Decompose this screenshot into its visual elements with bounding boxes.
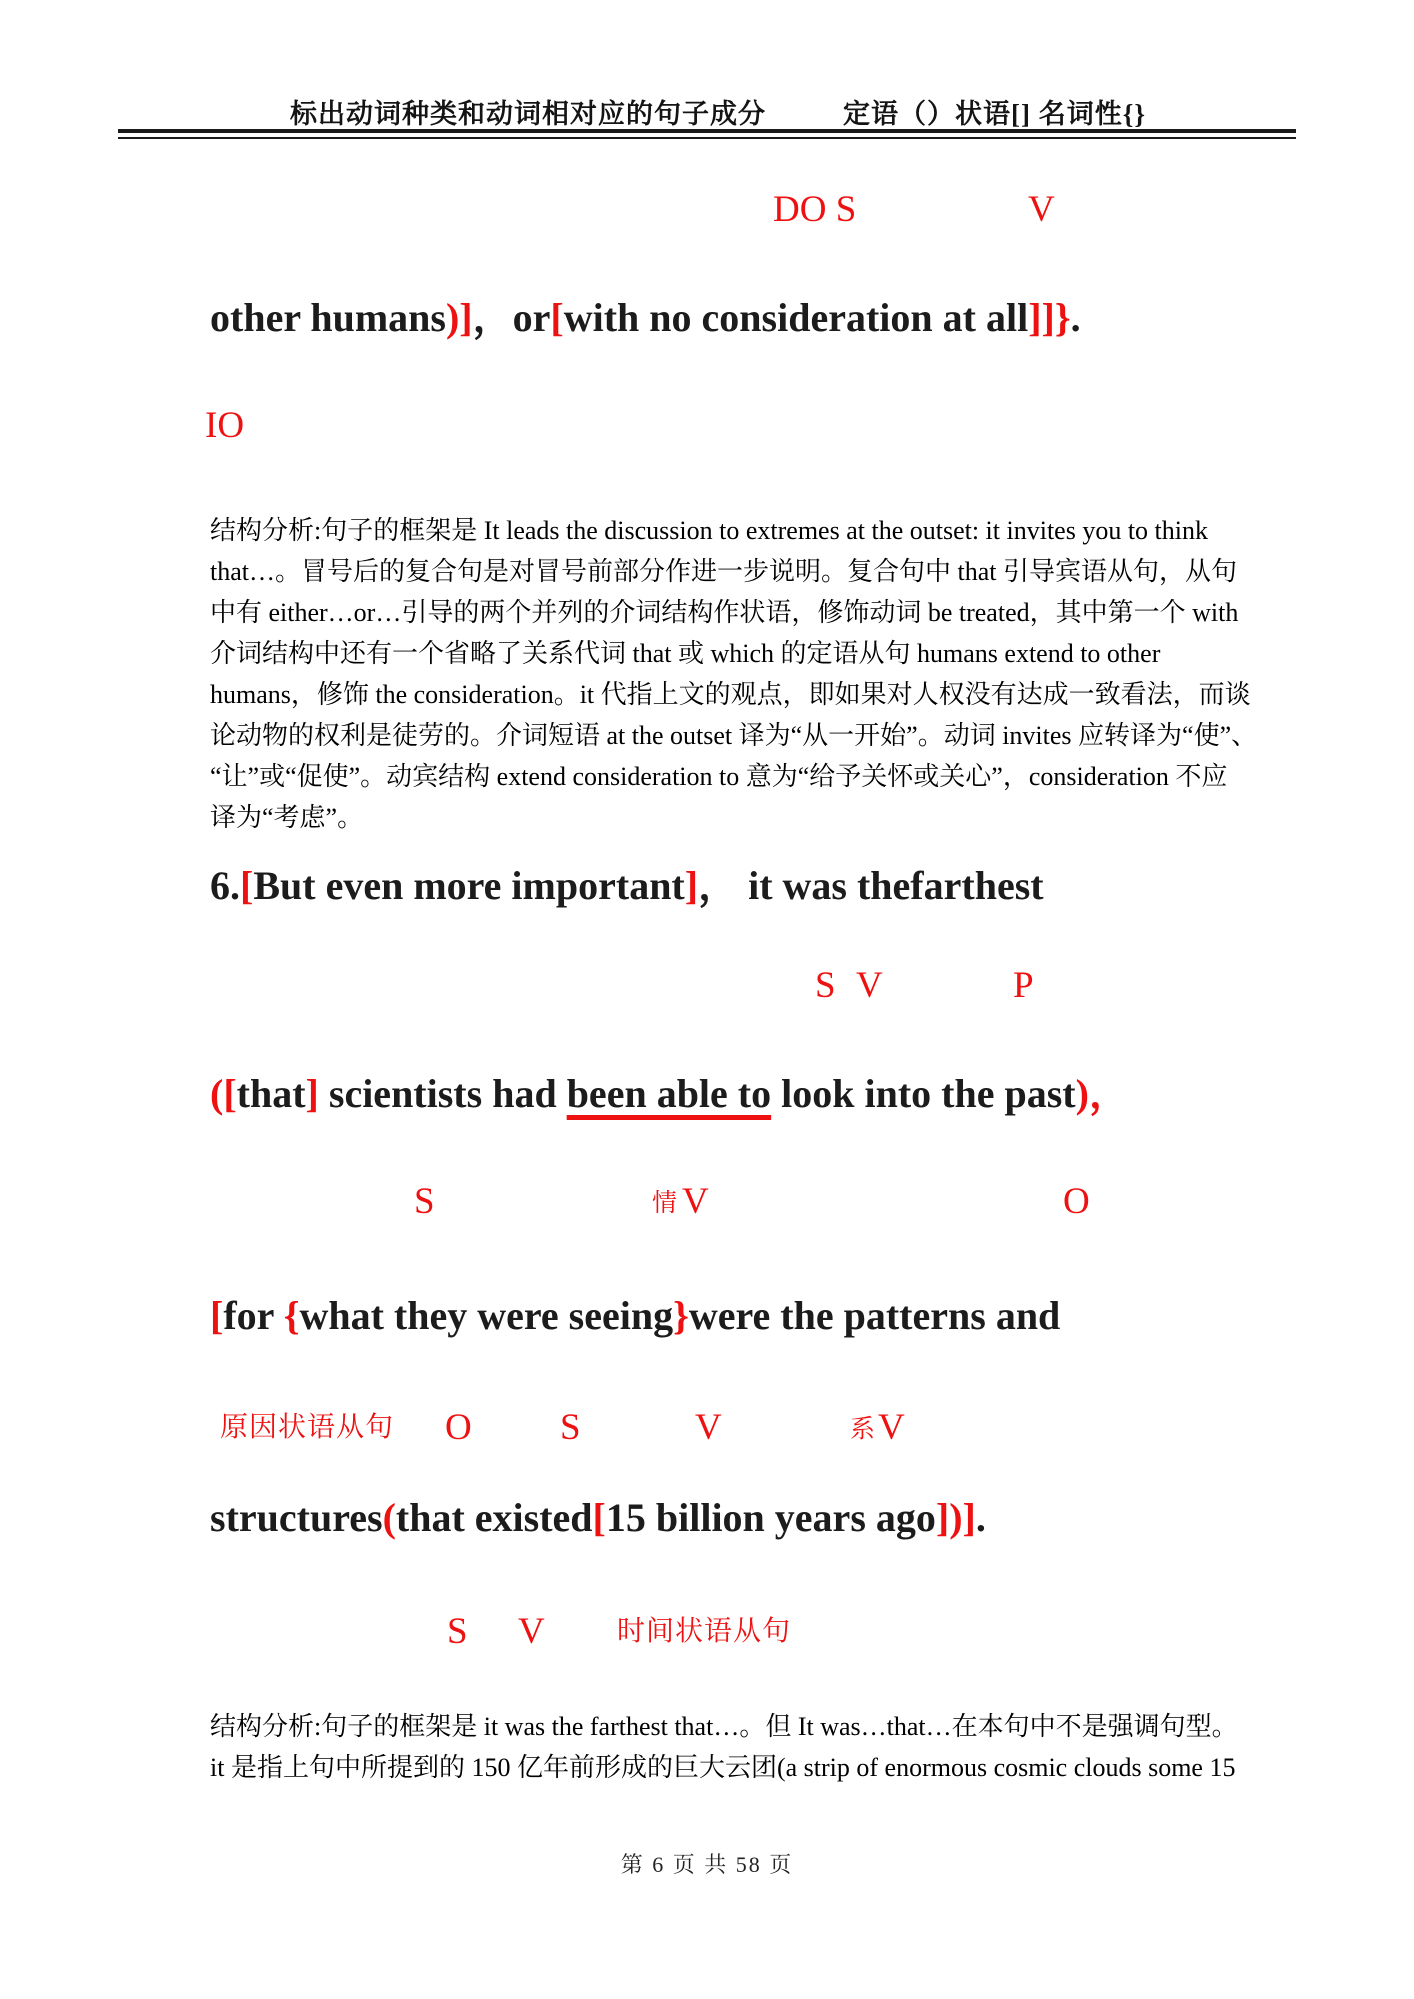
analysis-line: 结构分析:句子的框架是 it was the farthest that…。但 It was…that…在本句中不是强调句型。 — [210, 1712, 1238, 1741]
text-segment: 6. — [210, 863, 240, 908]
text-segment: scientists had — [318, 1071, 567, 1116]
text-segment: were the patterns and — [688, 1293, 1061, 1338]
grammar-labels-s-v-p — [0, 958, 1414, 1004]
text-segment: . — [1070, 295, 1081, 340]
text-segment: it was thefarthest — [748, 863, 1044, 908]
grammar-label: O — [445, 1407, 472, 1448]
text-segment: ]]} — [1028, 295, 1071, 340]
analysis-line: 中有 either…or…引导的两个并列的介词结构作状语，修饰动词 be treated，其中第一个 with — [210, 598, 1239, 627]
sentence-6-line-4 — [210, 1492, 986, 1544]
header-right-legend: 定语（）状语[] 名词性{} — [843, 99, 1147, 129]
grammar-label: 系 — [850, 1416, 876, 1443]
grammar-label: V — [695, 1407, 722, 1448]
text-segment: look into the past — [771, 1071, 1076, 1116]
sentence-6-line-1 — [210, 860, 1044, 912]
grammar-label: 情 — [652, 1190, 678, 1217]
analysis-line: 译为“考虑”。 — [210, 803, 364, 832]
header-divider — [118, 129, 1296, 139]
text-segment: [ — [223, 1071, 237, 1116]
text-segment: for — [223, 1293, 284, 1338]
text-segment: ] — [684, 863, 699, 908]
text-segment: [ — [240, 863, 254, 908]
text-segment: what they were seeing — [299, 1293, 674, 1338]
text-segment: [ — [592, 1495, 606, 1540]
text-segment: } — [673, 1293, 689, 1338]
analysis-line: 介词结构中还有一个省略了关系代词 that 或 which 的定语从句 humans extend to other — [210, 639, 1161, 668]
grammar-labels-s-v-time-clause — [0, 1604, 1414, 1650]
text-segment: ( — [382, 1495, 396, 1540]
grammar-label: 时间状语从句 — [617, 1616, 792, 1647]
text-segment: with no consideration at all — [563, 295, 1029, 340]
grammar-label: V — [856, 965, 883, 1006]
analysis-line: 论动物的权利是徒劳的。介词短语 at the outset 译为“从一开始”。动词 invites 应转译为“使”、 — [210, 721, 1258, 750]
grammar-label: O — [1063, 1181, 1090, 1222]
analysis-line: it 是指上句中所提到的 150 亿年前形成的巨大云团(a strip of enormous cosmic clouds some 15 — [210, 1753, 1236, 1782]
text-segment: 15 billion years ago — [605, 1495, 936, 1540]
text-segment: ( — [210, 1071, 224, 1116]
grammar-label-io — [0, 398, 1414, 444]
analysis-line: humans，修饰 the consideration。it 代指上文的观点，即如果对人权没有达成一致看法，而谈 — [210, 680, 1251, 709]
sentence-6-line-3 — [210, 1290, 1060, 1342]
grammar-label: DO S — [773, 189, 857, 230]
grammar-label: V — [878, 1407, 905, 1448]
grammar-label: 原因状语从句 — [220, 1412, 395, 1443]
text-segment: [ — [210, 1293, 224, 1338]
text-segment: been able to — [566, 1071, 772, 1116]
analysis-paragraph-5 — [210, 510, 1290, 838]
grammar-label: S — [815, 965, 836, 1006]
grammar-label: S — [414, 1181, 435, 1222]
text-segment: But even more important — [253, 863, 685, 908]
text-segment: ])] — [935, 1495, 976, 1540]
grammar-label: P — [1013, 965, 1034, 1006]
sentence-5-continuation — [210, 292, 1081, 344]
analysis-line: “让”或“促使”。动宾结构 extend consideration to 意为“给予关怀或关心”，consideration 不应 — [210, 762, 1228, 791]
text-segment: ， — [698, 863, 749, 908]
grammar-label: S — [447, 1611, 468, 1652]
text-segment: ] — [305, 1071, 319, 1116]
analysis-line: that…。冒号后的复合句是对冒号前部分作进一步说明。复合句中 that 引导宾语从句，从句 — [210, 557, 1237, 586]
text-segment: that existed — [395, 1495, 593, 1540]
grammar-label: S — [560, 1407, 581, 1448]
text-segment: [ — [550, 295, 564, 340]
text-segment: { — [283, 1293, 300, 1338]
grammar-labels-reason-clause — [0, 1400, 1414, 1446]
grammar-labels-do-s-v — [0, 182, 1414, 228]
text-segment: ) — [1075, 1071, 1089, 1116]
text-segment: . — [975, 1495, 986, 1540]
text-segment: ， — [472, 295, 513, 340]
grammar-label: V — [518, 1611, 545, 1652]
text-segment: )] — [445, 295, 473, 340]
grammar-label: IO — [205, 405, 245, 446]
text-segment: that — [236, 1071, 306, 1116]
sentence-6-line-2 — [210, 1068, 1129, 1120]
grammar-label: V — [1028, 189, 1055, 230]
analysis-paragraph-6 — [210, 1706, 1290, 1788]
analysis-line: 结构分析:句子的框架是 It leads the discussion to extremes at the outset: it invites you to think — [210, 516, 1209, 545]
text-segment: other humans — [210, 295, 446, 340]
header-left-title: 标出动词种类和动词相对应的句子成分 — [290, 99, 766, 129]
grammar-label: V — [682, 1181, 709, 1222]
text-segment: ， — [1088, 1071, 1129, 1116]
text-segment: or — [512, 295, 551, 340]
text-segment: structures — [210, 1495, 383, 1540]
grammar-labels-s-qingv-o — [0, 1174, 1414, 1220]
page-footer: 第 6 页 共 58 页 — [620, 1852, 794, 1877]
